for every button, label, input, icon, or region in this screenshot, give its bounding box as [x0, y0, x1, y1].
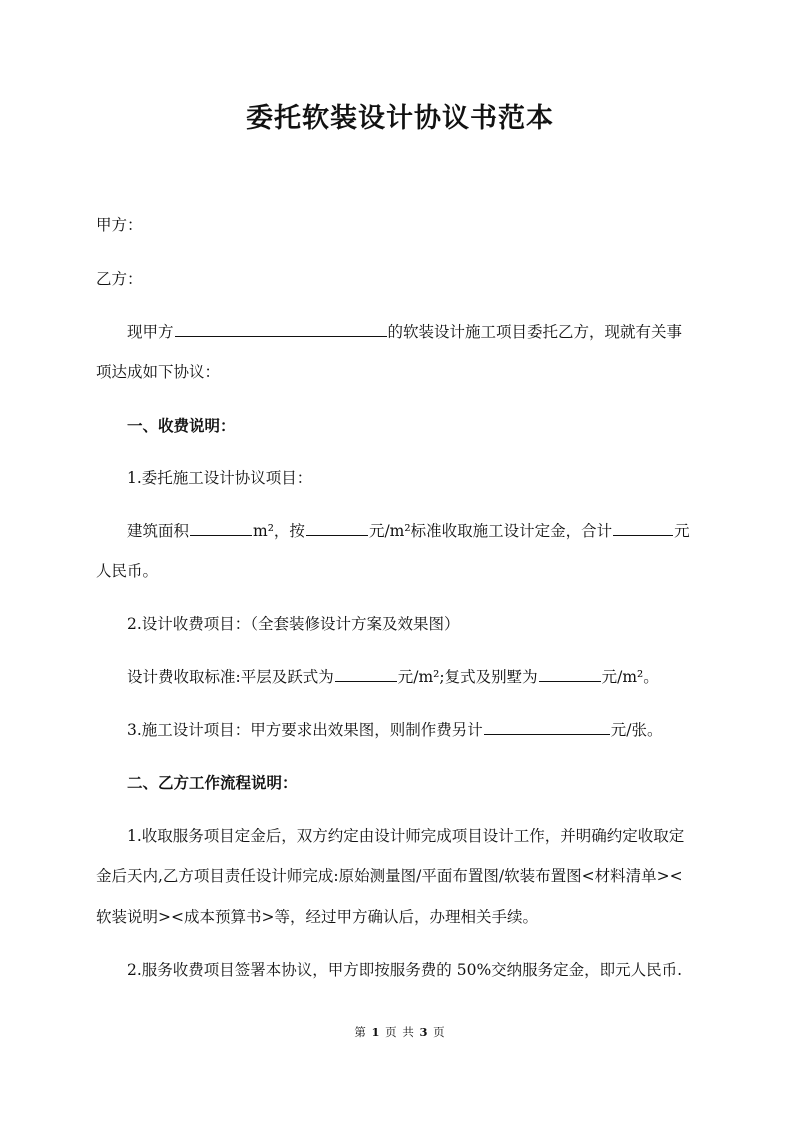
- footer-prefix: 第: [354, 1025, 367, 1039]
- rendering-fee-blank[interactable]: [484, 718, 610, 735]
- document-title: 委托软装设计协议书范本: [246, 103, 554, 134]
- standard-mid: 元/m²;复式及别墅为: [397, 668, 538, 686]
- current-page-number: 1: [371, 1025, 381, 1039]
- unit-price-blank[interactable]: [306, 519, 368, 536]
- area-fee-line-1: [127, 519, 690, 541]
- section1-heading: 一、收费说明：: [127, 417, 236, 435]
- section2-item1-line1: 1.收取服务项目定金后，双方约定由设计师完成项目设计工作，并明确约定收取定: [127, 827, 685, 845]
- flat-rate-blank[interactable]: [335, 665, 397, 682]
- section1-item1: 1.委托施工设计协议项目：: [127, 469, 313, 487]
- section1-item3: [127, 718, 663, 740]
- intro-prefix: 现甲方: [127, 323, 174, 341]
- footer-suffix: 页: [433, 1025, 446, 1039]
- section2-item1-line3: 软装说明><成本预算书>等，经过甲方确认后，办理相关手续。: [96, 908, 538, 926]
- area-label: 建筑面积: [127, 522, 190, 540]
- footer-middle: 页 共: [385, 1025, 415, 1039]
- currency-unit: 元: [674, 522, 690, 540]
- villa-rate-blank[interactable]: [539, 665, 601, 682]
- party-a-label: 甲方：: [96, 216, 143, 234]
- total-blank[interactable]: [613, 519, 673, 536]
- item3-unit: 元/张。: [610, 721, 663, 739]
- area-blank[interactable]: [190, 519, 252, 536]
- client-name-blank[interactable]: [175, 320, 387, 337]
- area-unit: m²，按: [253, 522, 305, 540]
- section2-heading: 二、乙方工作流程说明：: [127, 774, 298, 792]
- section1-item2: 2.设计收费项目：（全套装修设计方案及效果图）: [127, 615, 460, 633]
- standard-label: 设计费收取标准:平层及跃式为: [127, 668, 334, 686]
- section2-item1-line2: 金后天内,乙方项目责任设计师完成:原始测量图/平面布置图/软装布置图<材料清单><: [96, 867, 683, 885]
- party-b-label: 乙方：: [96, 270, 143, 288]
- design-fee-standard: [127, 665, 659, 687]
- standard-end: 元/m²。: [601, 668, 659, 686]
- intro-line-1: [127, 320, 682, 342]
- area-fee-line-2: 人民币。: [96, 562, 159, 580]
- intro-line-2: 项达成如下协议：: [96, 363, 221, 381]
- intro-suffix: 的软装设计施工项目委托乙方，现就有关事: [387, 323, 683, 341]
- total-page-count: 3: [419, 1025, 429, 1039]
- section2-item2: 2.服务收费项目签署本协议，甲方即按服务费的 50%交纳服务定金，即元人民币.: [127, 961, 683, 979]
- item3-text: 3.施工设计项目：甲方要求出效果图，则制作费另计: [127, 721, 483, 739]
- deposit-text: 元/m²标准收取施工设计定金，合计: [368, 522, 613, 540]
- page-footer: [0, 1024, 800, 1040]
